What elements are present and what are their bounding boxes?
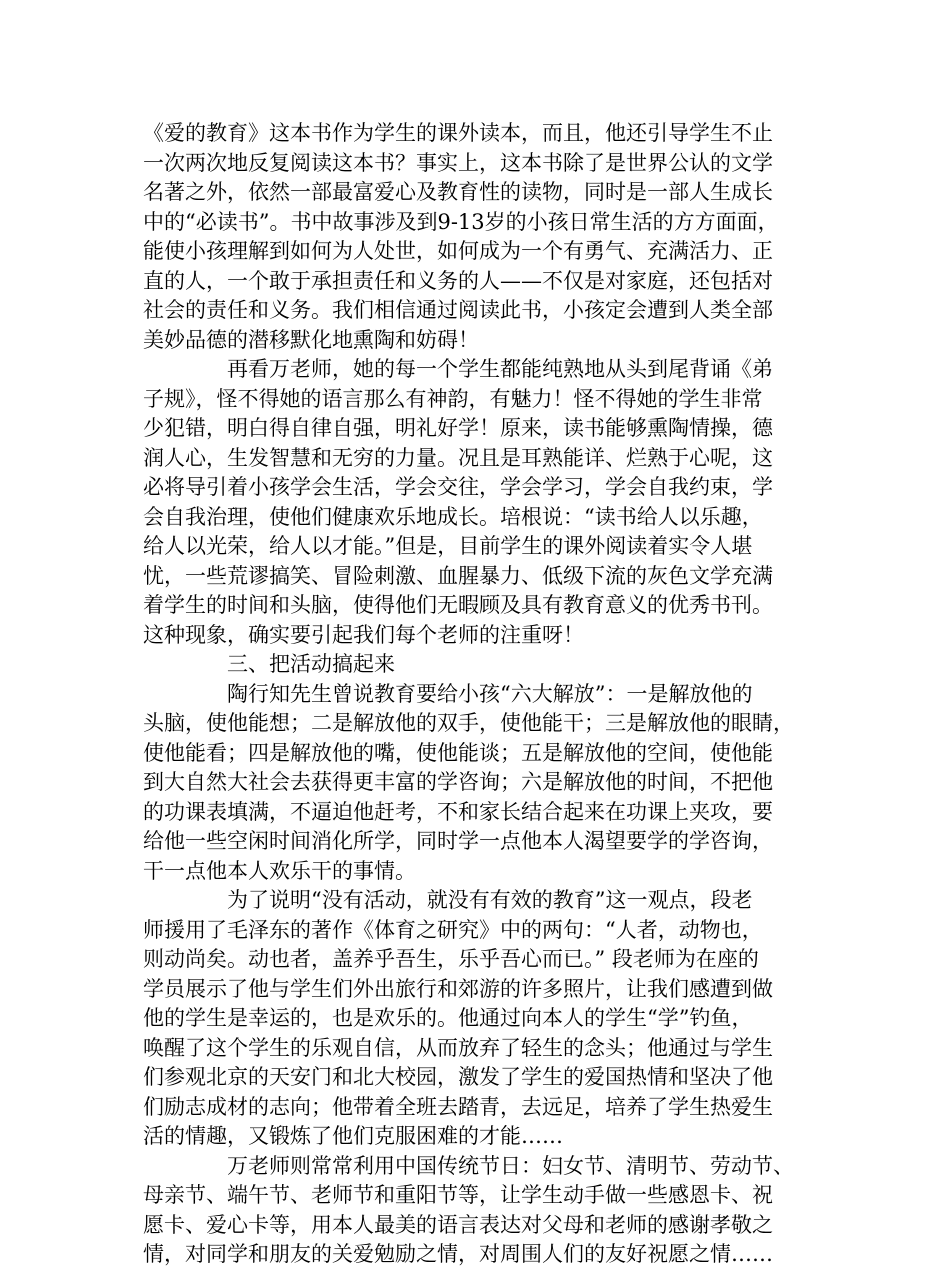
- text-line: 头脑，使他能想；二是解放他的双手，使他能干；三是解放他的眼睛，: [143, 711, 794, 735]
- text-line: 们参观北京的天安门和北大校园，激发了学生的爱国热情和坚决了他: [143, 1065, 773, 1089]
- text-line: 名著之外，依然一部最富爱心及教育性的读物，同时是一部人生成长: [143, 180, 773, 204]
- text-line: 会自我治理，使他们健康欢乐地成长。培根说：“读书给人以乐趣，: [143, 504, 763, 529]
- text-line: 能使小孩理解到如何为人处世，如何成为一个有勇气、充满活力、正: [143, 239, 773, 263]
- text-line: 给他一些空闲时间消化所学，同时学一点他本人渴望要学的学咨询，: [143, 829, 773, 853]
- text-line: 润人心，生发智慧和无穷的力量。况且是耳熟能详、烂熟于心呢，这: [143, 445, 773, 470]
- text-line: 干一点他本人欢乐干的事情。: [143, 858, 416, 883]
- text-line: 们励志成材的志向；他带着全班去踏青，去远足，培养了学生热爱生: [143, 1094, 773, 1119]
- text-line: 中的“必读书”。书中故事涉及到9-13岁的小孩日常生活的方方面面，: [143, 209, 779, 234]
- paragraph-first-line: 再看万老师，她的每一个学生都能纯熟地从头到尾背诵《弟: [227, 357, 773, 381]
- text-line: 这种现象，确实要引起我们每个老师的注重呀！: [143, 622, 584, 647]
- text-line: 的功课表填满，不逼迫他赶考，不和家长结合起来在功课上夹攻，要: [143, 799, 773, 824]
- text-line: 则动尚矣。动也者，盖养乎吾生，乐乎吾心而已。” 段老师为在座的: [143, 947, 759, 971]
- paragraph-first-line: 万老师则常常利用中国传统节日：妇女节、清明节、劳动节、: [227, 1153, 794, 1178]
- paragraph-first-line: 为了说明“没有活动，就没有有效的教育”这一观点，段老: [227, 888, 753, 912]
- text-line: 忧，一些荒谬搞笑、冒险刺激、血腥暴力、低级下流的灰色文学充满: [143, 563, 773, 588]
- text-line: 使他能看；四是解放他的嘴，使他能谈；五是解放他的空间，使他能: [143, 740, 773, 765]
- text-line: 情，对同学和朋友的关爱勉励之情，对周围人们的友好祝愿之情……: [143, 1242, 773, 1266]
- text-line: 师援用了毛泽东的著作《体育之研究》中的两句：“人者，动物也，: [143, 917, 763, 942]
- text-line: 愿卡、爱心卡等，用本人最美的语言表达对父母和老师的感谢孝敬之: [143, 1212, 773, 1237]
- text-line: 一次两次地反复阅读这本书？事实上，这本书除了是世界公认的文学: [143, 150, 773, 175]
- text-line: 子规》，怪不得她的语言那么有神韵，有魅力！怪不得她的学生非常: [143, 386, 763, 411]
- paragraph-first-line: 三、把活动搞起来: [227, 652, 395, 676]
- document-body: [143, 119, 823, 1270]
- text-line: 社会的责任和义务。我们相信通过阅读此书，小孩定会遭到人类全部: [143, 298, 773, 322]
- paragraph-first-line: 陶行知先生曾说教育要给小孩“六大解放”：一是解放他的: [227, 681, 753, 706]
- text-line: 到大自然大社会去获得更丰富的学咨询；六是解放他的时间，不把他: [143, 770, 773, 794]
- text-line: 活的情趣，又锻炼了他们克服困难的才能……: [143, 1124, 563, 1148]
- text-line: 少犯错，明白得自律自强，明礼好学！原来，读书能够熏陶情操，德: [143, 416, 773, 440]
- text-line: 必将导引着小孩学会生活，学会交往，学会学习，学会自我约束，学: [143, 475, 773, 499]
- text-line: 《爱的教育》这本书作为学生的课外读本，而且，他还引导学生不止: [143, 121, 773, 145]
- text-line: 着学生的时间和头脑，使得他们无暇顾及具有教育意义的优秀书刊。: [143, 593, 773, 617]
- text-line: 美妙品德的潜移默化地熏陶和妨碍！: [143, 327, 479, 352]
- text-line: 直的人，一个敢于承担责任和义务的人——不仅是对家庭，还包括对: [143, 268, 773, 293]
- text-line: 学员展示了他与学生们外出旅行和郊游的许多照片，让我们感遭到做: [143, 976, 773, 1001]
- text-line: 给人以光荣，给人以才能。”但是，目前学生的课外阅读着实令人堪: [143, 534, 753, 558]
- text-line: 他的学生是幸运的，也是欢乐的。他通过向本人的学生“学”钓鱼，: [143, 1006, 753, 1030]
- text-line: 母亲节、端午节、老师节和重阳节等，让学生动手做一些感恩卡、祝: [143, 1183, 773, 1207]
- text-line: 唤醒了这个学生的乐观自信，从而放弃了轻生的念头；他通过与学生: [143, 1035, 773, 1060]
